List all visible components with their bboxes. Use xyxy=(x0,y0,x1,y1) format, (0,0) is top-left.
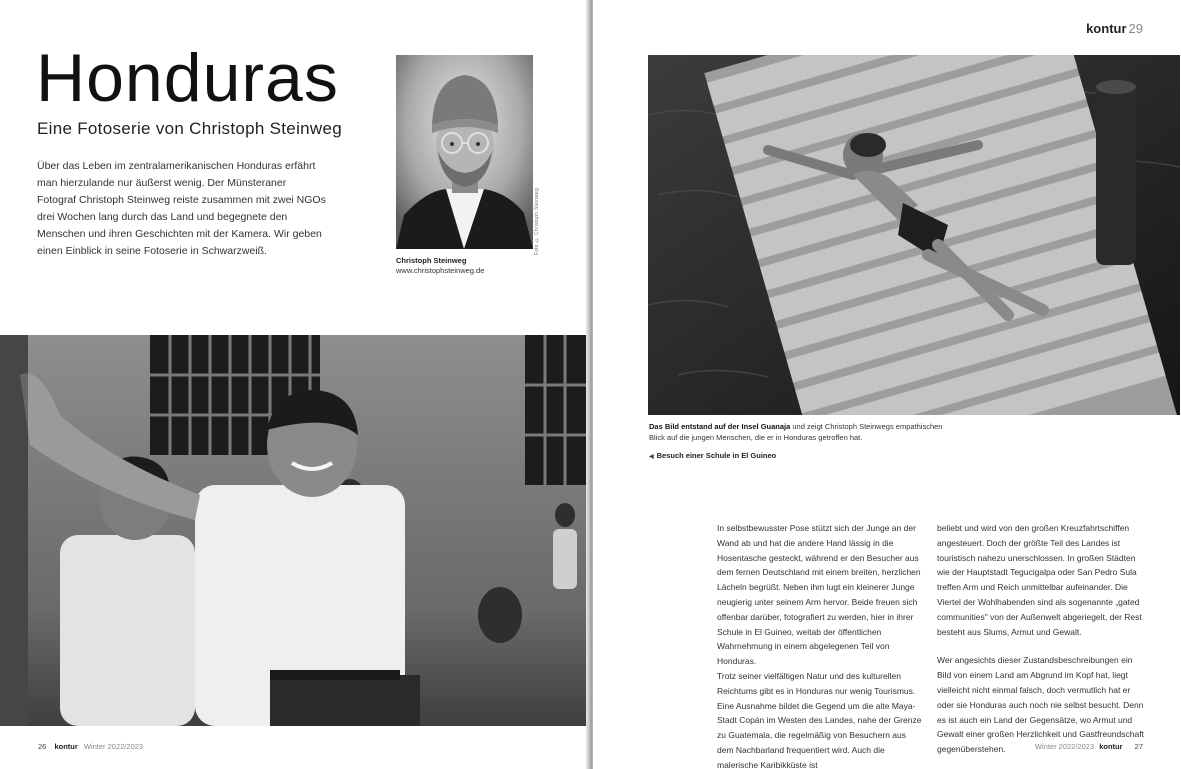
school-boys-photo xyxy=(0,335,588,726)
article-title: Honduras xyxy=(36,40,339,116)
school-caption-text: Besuch einer Schule in El Guineo xyxy=(656,451,777,460)
running-head xyxy=(1086,21,1143,36)
folio-left xyxy=(38,742,143,751)
magazine-brand-header: kontur xyxy=(1086,21,1127,36)
portrait-name: Christoph Steinweg xyxy=(396,256,467,265)
magazine-brand-right: kontur xyxy=(1099,742,1123,751)
dock-boy-photo xyxy=(648,55,1180,415)
running-head-number: 29 xyxy=(1128,21,1143,36)
body-paragraph-2: Trotz seiner vielfältigen Natur und des kulturellen Reichtums gibt es in Honduras nur wenig Tourismus. Eine Ausnahme bildet die Gegend um die alte Maya-Stadt Copán im Westen des Landes, nahe der Grenze zu Guatemala, die regelmäßig von Besuchern aus dem Nachbarland frequentiert wird. Auch die malerische Karibikküste ist xyxy=(717,670,922,769)
dock-caption-lead: Das Bild entstand auf der Insel Guanaja xyxy=(649,422,791,431)
dock-caption-text: und zeigt Christoph Steinwegs empathischen Blick auf die jungen Menschen, die er in Honduras getroffen hat. xyxy=(649,422,943,442)
left-page xyxy=(0,0,588,769)
issue-right: Winter 2022/2023 xyxy=(1034,742,1095,751)
intro-paragraph: Über das Leben im zentralamerikanischen Honduras erfährt man hierzulande nur äußerst wenig. Der Münsteraner Fotograf Christoph Steinweg reiste zusammen mit zwei NGOs drei Wochen lang durch das Land und begegnete den Menschen und ihren Geschichten mit der Kamera. Wir geben einen Einblick in seine Fotoserie in Schwarzweiß. xyxy=(37,160,326,257)
portrait-url: www.christophsteinweg.de xyxy=(396,266,485,275)
page-number-right: 27 xyxy=(1134,742,1143,751)
body-paragraph-1: In selbstbewusster Pose stützt sich der Junge an der Wand ab und hat die andere Hand lässig in die Hosentasche gesteckt, während er den Besucher aus dem fernen Deutschland mit einem breiten, herzlichen Lächeln begrüßt. Neben ihm lugt ein kleinerer Junge neugierig unter seinem Arm hervor. Beide freuen sich offenbar darüber, fotografiert zu werden, hier in ihrer Schule in El Guineo, weitab der öffentlichen Wahrnehmung in einem abgelegenen Teil von Honduras. xyxy=(717,523,921,667)
school-photo-caption xyxy=(649,451,776,460)
body-column-1 xyxy=(717,521,923,769)
page-number-left: 26 xyxy=(38,742,47,751)
dock-photo-caption xyxy=(649,421,949,443)
photo-credit: Foto © Christoph Steinweg xyxy=(534,188,540,256)
body-paragraph-4: Wer angesichts dieser Zustandsbeschreibungen ein Bild von einem Land am Abgrund im Kopf hat, liegt vielleicht nicht einmal falsch, doch vermutlich hat er oder sie Honduras auch noch nie selbst besucht. Denn es ist auch ein Land der Gegensätze, wo Armut und Gewalt einer großen Herzlichkeit und Gastfreundschaft gegenüberstehen. xyxy=(937,655,1144,755)
article-subtitle: Eine Fotoserie von Christoph Steinweg xyxy=(37,119,342,138)
body-paragraph-3: beliebt und wird von den großen Kreuzfahrtschiffen angesteuert. Doch der größte Teil des Landes ist touristisch nahezu unerschlossen. In großen Städten wie der Hauptstadt Tegucigalpa oder San Pedro Sula treffen Arm und Reich unmittelbar aufeinander. Die Viertel der Wohlhabenden sind als sogenannte „gated communities" von der Außenwelt abgeriegelt, der Rest besteht aus Slums, Armut und Gewalt. xyxy=(937,523,1142,637)
caret-left-icon: ◀ xyxy=(649,454,654,460)
right-page xyxy=(593,0,1181,769)
body-column-2 xyxy=(937,521,1145,757)
folio-right xyxy=(1035,742,1143,751)
issue-left: Winter 2022/2023 xyxy=(83,742,144,751)
magazine-brand-left: kontur xyxy=(54,742,78,751)
portrait-photo xyxy=(396,55,533,249)
